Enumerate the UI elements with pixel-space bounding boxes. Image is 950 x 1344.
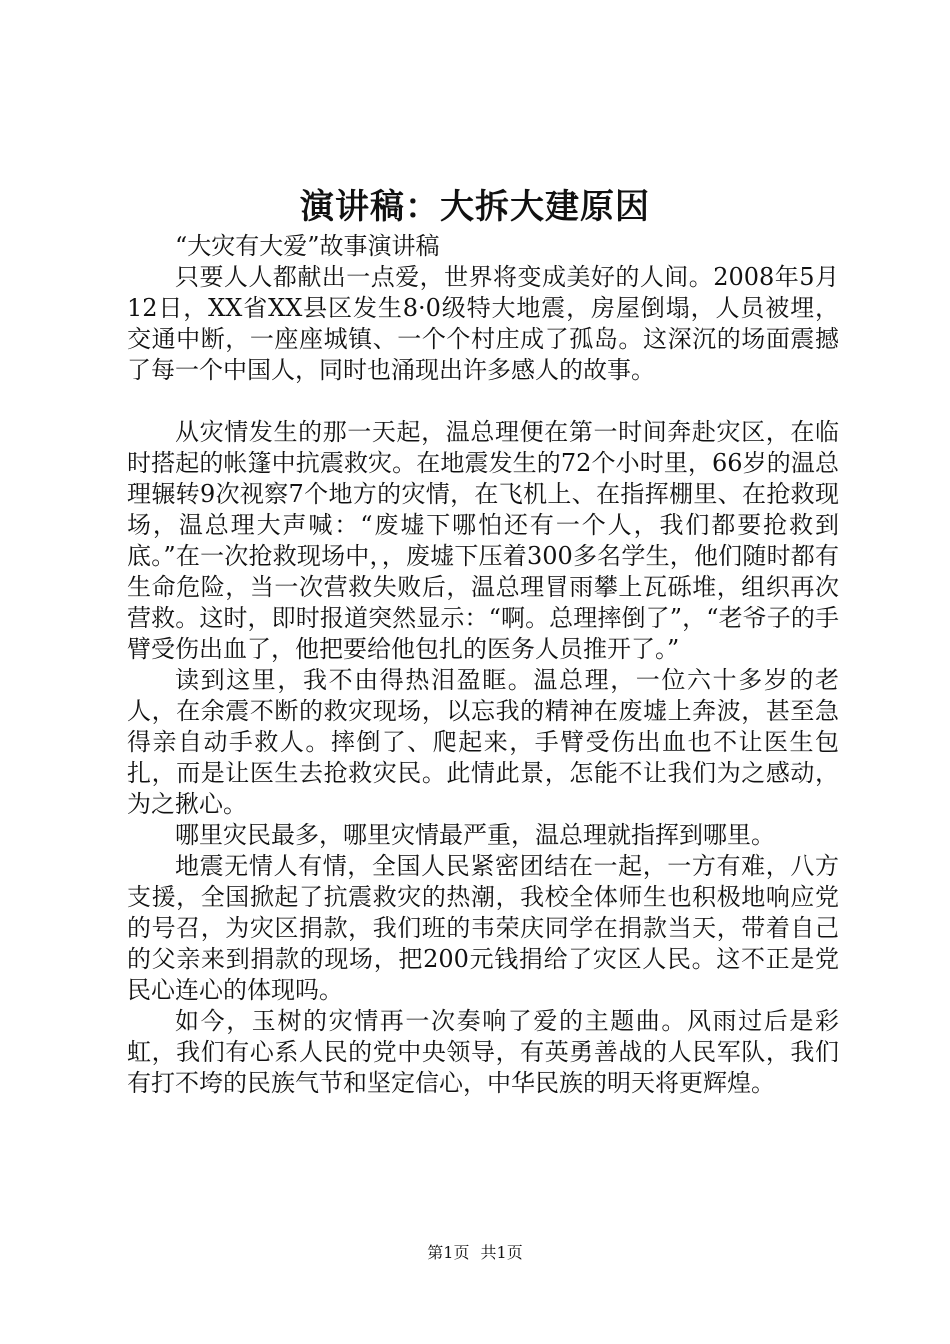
page-total: 共1页: [480, 1243, 523, 1262]
document-title: 演讲稿：大拆大建原因: [300, 187, 650, 227]
paragraph: 从灾情发生的那一天起，温总理便在第一时间奔赴灾区，在临时搭起的帐篷中抗震救灾。在地震发生的72个小时里，66岁的温总理辗转9次视察7个地方的灾情，在飞机上、在指挥棚里、在抢救现场，温总理大声喊：“废墟下哪怕还有一个人，我们都要抢救到底。”在一次抢救现场中，，废墟下压着300多名学生，他们随时都有生命危险，当一次营救失败后，温总理冒雨攀上瓦砾堆，组织再次营救。这时，即时报道突然显示：“啊。总理摔倒了”，“老爷子的手臂受伤出血了，他把要给他包扎的医务人员推开了。”: [127, 418, 839, 663]
paragraph: 如今，玉树的灾情再一次奏响了爱的主题曲。风雨过后是彩虹，我们有心系人民的党中央领导，有英勇善战的人民军队，我们有打不垮的民族气节和坚定信心，中华民族的明天将更辉煌。: [127, 1007, 839, 1097]
page-number: 第1页: [427, 1243, 470, 1262]
paragraph: 哪里灾民最多，哪里灾情最严重，温总理就指挥到哪里。: [175, 821, 775, 849]
paragraph-spacer: [127, 386, 839, 417]
paragraph: 读到这里，我不由得热泪盈眶。温总理，一位六十多岁的老人，在余震不断的救灾现场，以忘我的精神在废墟上奔波，甚至急得亲自动手救人。摔倒了、爬起来，手臂受伤出血也不让医生包扎，而是让医生去抢救灾民。此情此景，怎能不让我们为之感动，为之揪心。: [127, 666, 839, 818]
paragraph: 只要人人都献出一点爱，世界将变成美好的人间。2008年5月12日，XX省XX县区发生8·0级特大地震，房屋倒塌，人员被埋，交通中断，一座座城镇、一个个村庄成了孤岛。这深沉的场面震撼了每一个中国人，同时也涌现出许多感人的故事。: [127, 263, 839, 384]
page-footer: [0, 1241, 950, 1265]
paragraph: 地震无情人有情，全国人民紧密团结在一起，一方有难，八方支援，全国掀起了抗震救灾的热潮，我校全体师生也积极地响应党的号召，为灾区捐款，我们班的韦荣庆同学在捐款当天，带着自己的父亲来到捐款的现场，把200元钱捐给了灾区人民。这不正是党民心连心的体现吗。: [127, 852, 839, 1004]
document-body: [127, 231, 839, 1099]
paragraph-subtitle: “大灾有大爱”故事演讲稿: [175, 232, 440, 260]
